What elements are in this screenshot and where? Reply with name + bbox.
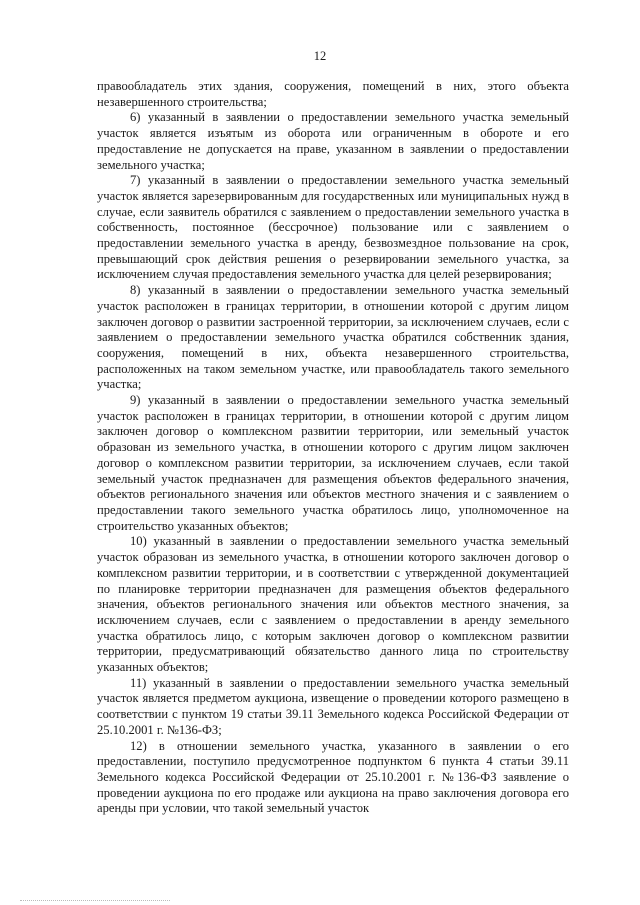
page-number: 12 — [313, 49, 327, 63]
paragraph-item-11: 11) указанный в заявлении о предоставлении земельного участка земельный участок является предметом аукциона, извещение о проведении которого размещено в соответствии с пунктом 19 статьи 39.11 Земельного кодекса Российской Федерации от 25.10.2001 г. №136-ФЗ; — [97, 675, 569, 737]
paragraph-item-6: 6) указанный в заявлении о предоставлении земельного участка земельный участок является изъятым из оборота или ограниченным в обороте и его предоставление не допускается на праве, указанном в заявлении о предоставлении земельного участка; — [97, 110, 569, 172]
paragraph-item-8: 8) указанный в заявлении о предоставлении земельного участка земельный участок расположен в границах территории, в отношении которой с другим лицом заключен договор о развитии застроенной территории, за исключением случаев, если с заявлением о предоставлении земельного участка обратился собственник здания, сооружения, помещений в них, объекта незавершенного строительства, расположенных на таком земельном участке, или правообладатель такого земельного участка; — [97, 283, 569, 392]
document-body — [97, 79, 569, 817]
paragraph-item-10: 10) указанный в заявлении о предоставлении земельного участка земельный участок образован из земельного участка, в отношении которого заключен договор о комплексном развитии территории, и в соответствии с утвержденной документацией по планировке территории предназначен для размещения объектов федерального значения, объектов регионального значения или объектов местного значения, за исключением случаев, если с заявлением о предоставлении в аренду земельного участка обратилось лицо, с которым заключен договор о комплексном развитии территории, предусматривающий обязательство данного лица по строительству указанных объектов; — [97, 534, 569, 675]
paragraph-item-7: 7) указанный в заявлении о предоставлении земельного участка земельный участок является зарезервированным для государственных или муниципальных нужд в случае, если заявитель обратился с заявлением о предоставлении земельного участка в собственность, постоянное (бессрочное) пользование или с заявлением о предоставлении земельного участка в аренду, безвозмездное пользование на срок, превышающий срок действия решения о резервировании земельного участка, за исключением случая предоставления земельного участка для целей резервирования; — [97, 173, 569, 282]
scan-artifact — [20, 898, 170, 901]
paragraph-item-9: 9) указанный в заявлении о предоставлении земельного участка земельный участок расположен в границах территории, в отношении которой с другим лицом заключен договор о комплексном развитии территории, или земельный участок образован из земельного участка, в отношении которого с другим лицом заключен договор о комплексном развитии территории, за исключением случаев, если такой земельный участок предназначен для размещения объектов федерального значения, объектов регионального значения или объектов местного значения и с заявлением о предоставлении такого земельного участка обратилось лицо, уполномоченное на строительство указанных объектов; — [97, 393, 569, 533]
paragraph-item-12: 12) в отношении земельного участка, указанного в заявлении о его предоставлении, поступило предусмотренное подпунктом 6 пункта 4 статьи 39.11 Земельного кодекса Российской Федерации от 25.10.2001 г. №136-ФЗ заявление о проведении аукциона по его продаже или аукциона на право заключения договора его аренды при условии, что такой земельный участок — [97, 738, 569, 816]
paragraph-continuation: правообладатель этих здания, сооружения, помещений в них, этого объекта незавершенного строительства; — [97, 79, 569, 109]
